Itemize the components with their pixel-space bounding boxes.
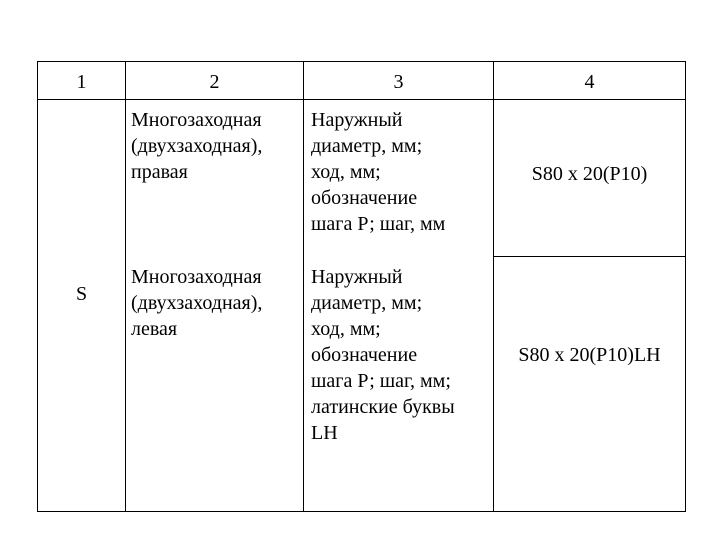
table-row: [38, 257, 686, 512]
thread-type-cell: Многозаходная (двухзаходная), левая: [126, 257, 304, 512]
designation-example-cell: S80 х 20(Р10)LH: [494, 257, 686, 512]
table: [37, 61, 686, 512]
header-row: [38, 62, 686, 100]
thread-type-cell: Многозаходная (двухзаходная), правая: [126, 100, 304, 257]
thread-symbol-cell: S: [38, 100, 126, 512]
header-cell-3: 3: [304, 62, 494, 100]
designation-example-cell: S80 х 20(Р10): [494, 100, 686, 257]
thread-params-cell: Наружный диаметр, мм; ход, мм; обозначение шага Р; шаг, мм; латинские буквы LH: [304, 257, 494, 512]
table-row: [38, 100, 686, 257]
header-cell-4: 4: [494, 62, 686, 100]
thread-params-cell: Наружный диаметр, мм; ход, мм; обозначение шага Р; шаг, мм: [304, 100, 494, 257]
thread-designation-table: [37, 61, 685, 512]
header-cell-1: 1: [38, 62, 126, 100]
header-cell-2: 2: [126, 62, 304, 100]
